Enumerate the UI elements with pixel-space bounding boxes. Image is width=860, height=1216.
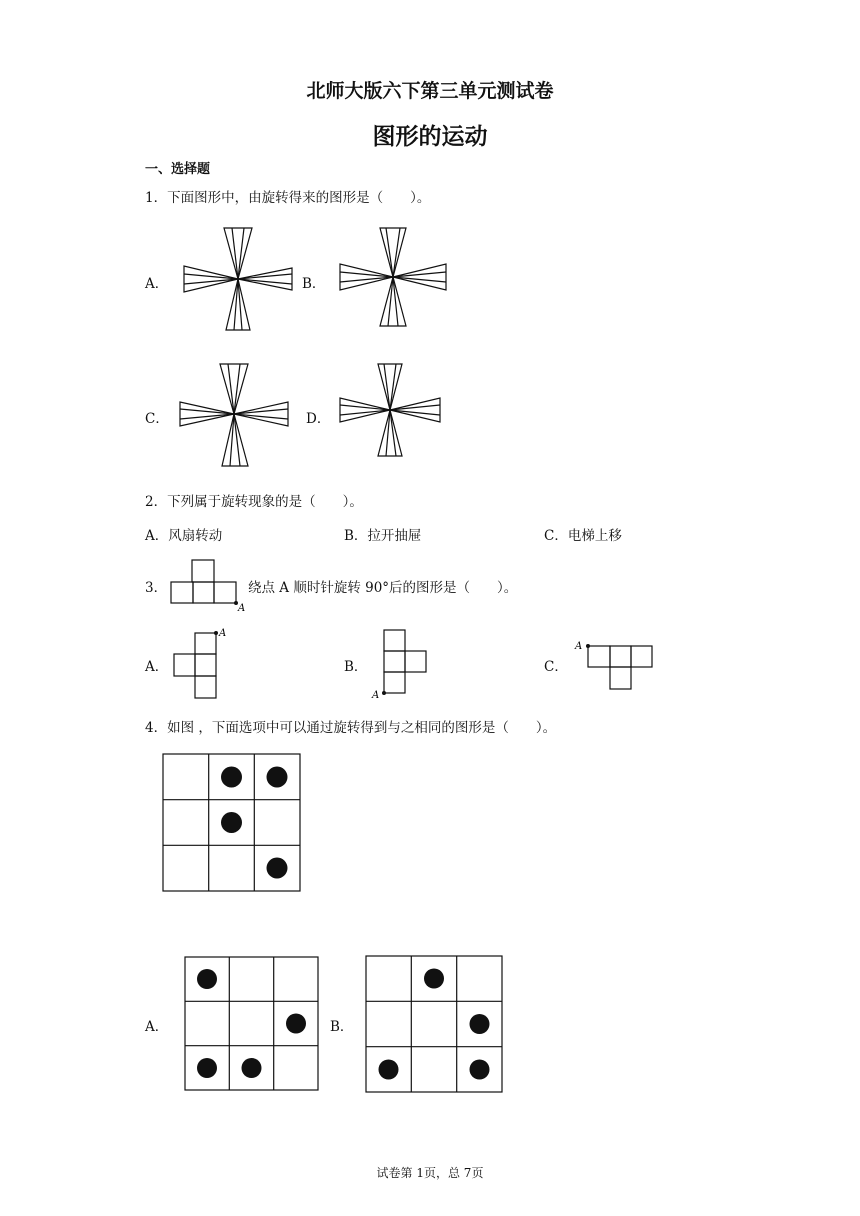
q1-option-b-label: B． <box>302 276 326 292</box>
q1-figure-d <box>338 362 442 458</box>
section-heading: 一、选择题 <box>145 162 211 177</box>
svg-text:A: A <box>372 690 380 701</box>
q3-option-a-label: A． <box>145 659 169 675</box>
q4-figure-b <box>365 955 504 1094</box>
q1-option-c-label: C． <box>145 411 169 427</box>
q3-figure-b <box>370 628 432 700</box>
question-2-stem: 2．下列属于旋转现象的是（ ）。 <box>145 494 363 510</box>
q4-figure-a <box>184 956 320 1092</box>
q3-figure-c <box>572 636 656 692</box>
q1-figure-c <box>178 362 290 468</box>
page-footer: 试卷第 1页，总 7页 <box>376 1166 484 1180</box>
paper-title: 北师大版六下第三单元测试卷 <box>306 80 554 102</box>
q2-option-a: A．风扇转动 <box>145 528 223 544</box>
q1-option-d-label: D． <box>306 411 331 427</box>
question-1-stem: 1．下面图形中，由旋转得来的图形是（ ）。 <box>145 190 431 206</box>
q4-option-a-label: A． <box>145 1019 169 1035</box>
q4-option-b-label: B． <box>330 1019 354 1035</box>
svg-text:A: A <box>219 628 227 639</box>
question-4-stem: 4．如图 ，下面选项中可以通过旋转得到与之相同的图形是（ ）。 <box>145 720 557 736</box>
q3-figure-a <box>172 626 236 700</box>
q4-reference-grid <box>162 753 302 893</box>
q2-option-b: B．拉开抽屉 <box>344 528 422 544</box>
paper-subtitle: 图形的运动 <box>372 124 488 150</box>
question-3-stem: 绕点 A 顺时针旋转 90°后的图形是（ ）。 <box>248 580 518 596</box>
q1-figure-b <box>338 226 448 328</box>
q1-option-a-label: A． <box>145 276 169 292</box>
q1-figure-a <box>182 226 294 332</box>
q3-original-shape <box>170 558 250 614</box>
svg-text:A: A <box>575 641 583 652</box>
q3-option-c-label: C． <box>544 659 568 675</box>
question-3-number: 3． <box>145 580 168 596</box>
q2-option-c: C．电梯上移 <box>544 528 622 544</box>
q3-point-label: A <box>238 603 246 614</box>
q3-option-b-label: B． <box>344 659 368 675</box>
